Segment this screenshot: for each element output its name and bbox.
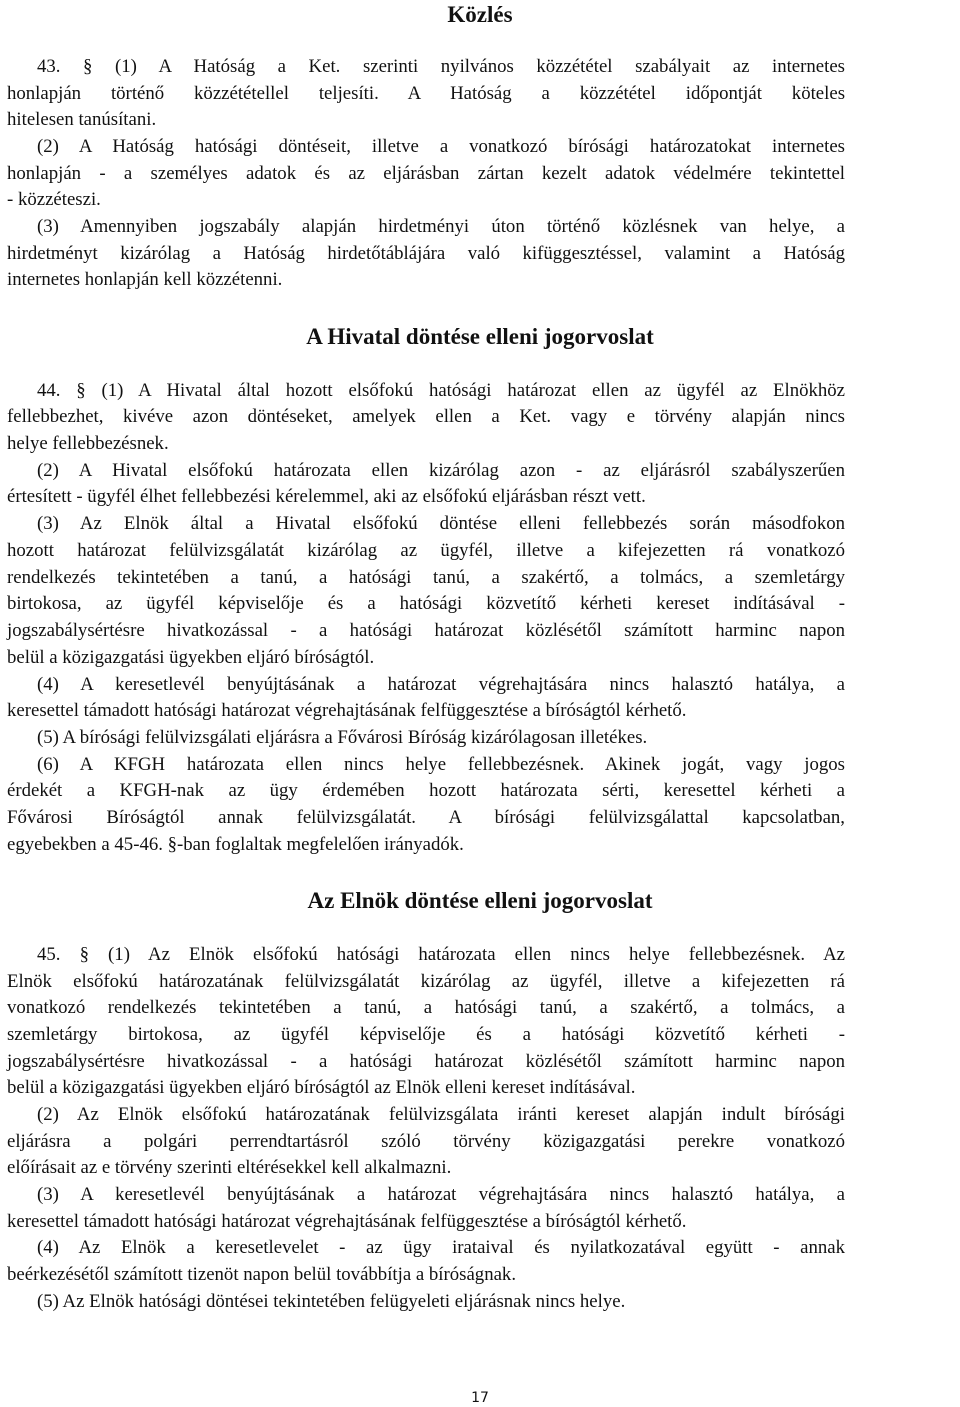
section-heading: Az Elnök döntése elleni jogorvoslat — [307, 888, 653, 913]
paragraph-line: 43. § (1) A Hatóság a Ket. szerinti nyilvános közzététel szabályait az internetes — [37, 56, 845, 77]
paragraph-line: egyebekben a 45-46. §-ban foglaltak megfelelően irányadók. — [7, 834, 464, 855]
paragraph-line: - közzéteszi. — [7, 189, 101, 210]
paragraph-line: keresettel támadott hatósági határozat végrehajtásának felfüggesztése a bíróságtól kérhető. — [7, 700, 687, 721]
paragraph-line: fellebbezhet, kivéve azon döntéseket, amelyek ellen a Ket. vagy e törvény alapján nincs — [7, 406, 845, 427]
paragraph-line: szemletárgy birtokosa, az ügyfél képviselője és a hatósági közvetítő kérheti - — [7, 1024, 845, 1045]
paragraph-line: honlapján - a személyes adatok és az eljárásban zártan kezelt adatok védelmére tekintettel — [7, 163, 845, 184]
paragraph-line: előírásait az e törvény szerinti eltérésekkel kell alkalmazni. — [7, 1157, 452, 1178]
paragraph-line: belül a közigazgatási ügyekben eljáró bíróságtól az Elnök elleni kereset indításával. — [7, 1077, 636, 1098]
page-number: 17 — [471, 1390, 489, 1406]
paragraph-line: helye fellebbezésnek. — [7, 433, 169, 454]
paragraph-line: Fővárosi Bíróságtól annak felülvizsgálatát. A bírósági felülvizsgálattal kapcsolatban, — [7, 807, 845, 828]
paragraph-line: honlapján történő közzététellel teljesíti. A Hatóság a közzététel időpontját köteles — [7, 83, 845, 104]
paragraph-line: értesített - ügyfél élhet fellebbezési kérelemmel, aki az elsőfokú eljárásban részt vett. — [7, 486, 646, 507]
paragraph-line: 44. § (1) A Hivatal által hozott elsőfokú hatósági határozat ellen az ügyfél az Elnökhöz — [37, 380, 845, 401]
paragraph-line: érdekét a KFGH-nak az ügy érdemében hozott határozata sérti, keresettel kérheti a — [7, 780, 845, 801]
paragraph-line: Elnök elsőfokú határozatának felülvizsgálatát kizárólag az ügyfél, illetve a kifejezetten rá — [7, 971, 845, 992]
paragraph-line: (3) A keresetlevél benyújtásának a határozat végrehajtására nincs halasztó hatálya, a — [37, 1184, 845, 1205]
paragraph-line: hirdetményt kizárólag a Hatóság hirdetőtáblájára való kifüggesztéssel, valamint a Hatóság — [7, 243, 845, 264]
paragraph-line: 45. § (1) Az Elnök elsőfokú hatósági határozata ellen nincs helye fellebbezésnek. Az — [37, 944, 845, 965]
paragraph-line: eljárásra a polgári perrendtartásról szóló törvény közigazgatási perekre vonatkozó — [7, 1131, 845, 1152]
section-heading: A Hivatal döntése elleni jogorvoslat — [306, 324, 654, 349]
paragraph-line: beérkezésétől számított tizenöt napon belül továbbítja a bíróságnak. — [7, 1264, 517, 1285]
paragraph-line: (3) Az Elnök által a Hivatal elsőfokú döntése elleni fellebbezés során másodfokon — [37, 513, 845, 534]
paragraph-line: hitelesen tanúsítani. — [7, 109, 157, 130]
page-title: Közlés — [447, 2, 513, 27]
paragraph-line: belül a közigazgatási ügyekben eljáró bíróságtól. — [7, 647, 375, 668]
paragraph-line: (5) Az Elnök hatósági döntései tekintetében felügyeleti eljárásnak nincs helye. — [37, 1291, 626, 1312]
paragraph-line: vonatkozó rendelkezés tekintetében a tanú, a hatósági tanú, a szakértő, a tolmács, a — [7, 997, 845, 1018]
paragraph-line: (5) A bírósági felülvizsgálati eljárásra a Fővárosi Bíróság kizárólagosan illetékes. — [37, 727, 648, 748]
paragraph-line: (3) Amennyiben jogszabály alapján hirdetményi úton történő közlésnek van helye, a — [37, 216, 845, 237]
paragraph-line: birtokosa, az ügyfél képviselője és a hatósági közvetítő kérheti kereset indításával - — [7, 593, 845, 614]
paragraph-line: (2) A Hatóság hatósági döntéseit, illetve a vonatkozó bírósági határozatokat internetes — [37, 136, 845, 157]
paragraph-line: internetes honlapján kell közzétenni. — [7, 269, 283, 290]
paragraph-line: keresettel támadott hatósági határozat végrehajtásának felfüggesztése a bíróságtól kérhető. — [7, 1211, 687, 1232]
paragraph-line: (2) A Hivatal elsőfokú határozata ellen kizárólag azon - az eljárásról szabályszerűen — [37, 460, 845, 481]
paragraph-line: (4) Az Elnök a keresetlevelet - az ügy irataival és nyilatkozatával együtt - annak — [37, 1237, 845, 1258]
paragraph-line: (4) A keresetlevél benyújtásának a határozat végrehajtására nincs halasztó hatálya, a — [37, 674, 845, 695]
paragraph-line: rendelkezés tekintetében a tanú, a hatósági tanú, a szakértő, a tolmács, a szemletárgy — [7, 567, 845, 588]
paragraph-line: hozott határozat felülvizsgálatát kizárólag az ügyfél, illetve a kifejezetten rá vonatkozó — [7, 540, 845, 561]
paragraph-line: (2) Az Elnök elsőfokú határozatának felülvizsgálata iránti kereset alapján indult bírósági — [37, 1104, 845, 1125]
paragraph-line: jogszabálysértésre hivatkozással - a hatósági határozat közlésétől számított harminc napon — [7, 620, 845, 641]
paragraph-line: (6) A KFGH határozata ellen nincs helye fellebbezésnek. Akinek jogát, vagy jogos — [37, 754, 845, 775]
paragraph-line: jogszabálysértésre hivatkozással - a hatósági határozat közlésétől számított harminc napon — [7, 1051, 845, 1072]
